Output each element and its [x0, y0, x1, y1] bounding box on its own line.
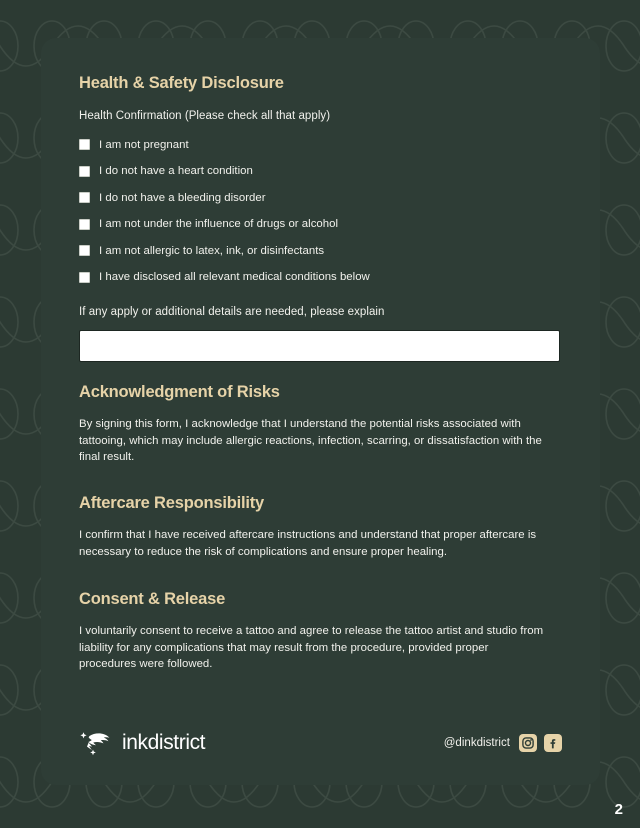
checkbox-label: I am not pregnant	[99, 138, 189, 151]
checkbox-label: I do not have a heart condition	[99, 165, 253, 177]
consent-section-body: I voluntarily consent to receive a tattoo and agree to release the tattoo artist and studio from liability for any complications that may result from the procedure, provided proper procedures were followed.	[79, 625, 544, 670]
acknowledgment-of-risks-section	[79, 383, 562, 466]
health-safety-section	[79, 74, 562, 362]
checkbox-input[interactable]	[79, 192, 90, 203]
health-section-title: Health & Safety Disclosure	[79, 74, 284, 92]
health-confirmation-label: Health Confirmation (Please check all that apply)	[79, 110, 331, 122]
brand-lockup	[79, 728, 205, 758]
checkbox-label: I do not have a bleeding disorder	[99, 191, 266, 204]
explain-input[interactable]	[79, 330, 560, 362]
checkbox-label: I am not allergic to latex, ink, or disinfectants	[99, 244, 325, 257]
checkbox-input[interactable]	[79, 219, 90, 230]
instagram-icon[interactable]	[519, 734, 537, 752]
checkbox-row-not-under-influence[interactable]	[79, 218, 562, 231]
checkbox-input[interactable]	[79, 139, 90, 150]
risks-section-title: Acknowledgment of Risks	[79, 383, 280, 401]
checkbox-row-no-bleeding-disorder[interactable]	[79, 191, 562, 204]
aftercare-section-title: Aftercare Responsibility	[79, 494, 265, 512]
health-checkbox-list	[79, 138, 562, 284]
card-content	[79, 38, 562, 785]
checkbox-row-not-pregnant[interactable]	[79, 138, 562, 151]
risks-section-body: By signing this form, I acknowledge that I understand the potential risks associated with tattooing, which may include allergic reactions, infection, scarring, or dissatisfaction with the final result.	[79, 418, 542, 463]
checkbox-label: I am not under the influence of drugs or alcohol	[99, 218, 339, 230]
checkbox-row-disclosed-conditions[interactable]	[79, 271, 562, 284]
aftercare-section-body: I confirm that I have received aftercare instructions and understand that proper aftercare is necessary to reduce the risk of complications and ensure proper healing.	[79, 529, 537, 558]
checkbox-input[interactable]	[79, 166, 90, 177]
social-handle: @dinkdistrict	[443, 737, 510, 749]
aftercare-responsibility-section	[79, 494, 562, 560]
social-links	[444, 734, 562, 752]
page-number: 2	[614, 801, 623, 818]
explain-label: If any apply or additional details are needed, please explain	[79, 305, 385, 318]
brand-wordmark: inkdistrict	[122, 731, 206, 754]
swallow-bird-icon	[79, 728, 115, 758]
facebook-icon[interactable]	[544, 734, 562, 752]
checkbox-row-no-heart-condition[interactable]	[79, 165, 562, 178]
form-card	[41, 38, 600, 785]
card-footer	[79, 723, 562, 763]
checkbox-input[interactable]	[79, 245, 90, 256]
consent-release-section	[79, 590, 544, 673]
checkbox-row-no-allergies[interactable]	[79, 244, 562, 257]
consent-section-title: Consent & Release	[79, 590, 226, 608]
checkbox-input[interactable]	[79, 272, 90, 283]
checkbox-label: I have disclosed all relevant medical conditions below	[99, 271, 370, 283]
